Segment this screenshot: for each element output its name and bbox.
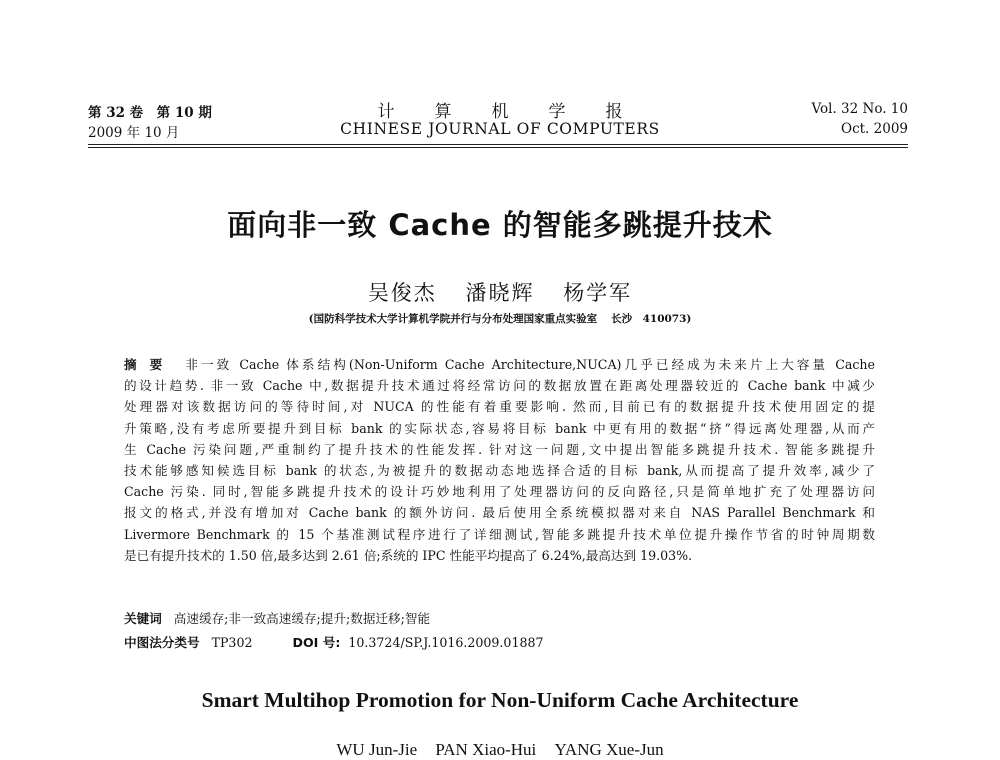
abstract-line: 升策略,没有考虑所要提升到目标 bank 的实际状态,容易将目标 bank 中更有用的数据“挤”得远离处理器,从而产 [124,420,875,436]
abstract-line: 是已有提升技术的 1.50 倍,最多达到 2.61 倍;系统的 IPC 性能平均提高了 6.24%,最高达到 19.03%. [124,547,693,563]
keywords-label: 关键词 [124,611,162,626]
abstract-line: Cache 污染. 同时,智能多跳提升技术的设计巧妙地利用了处理器访问的反向路径,只是简单地扩充了处理器访问 [124,484,875,500]
classification-label: 中图法分类号 [124,635,200,650]
publication-date-en: Oct. 2009 [841,121,908,137]
abstract-line: 处理器对该数据访问的等待时间,对 NUCA 的性能有着重要影响. 然而,目前已有的数据提升技术使用固定的提 [124,399,875,415]
abstract-line: Livermore Benchmark 的 15 个基准测试程序进行了详细测试,智能多跳提升技术单位提升操作节省的时钟周期数 [124,526,875,542]
author-en: WU Jun-Jie [336,740,418,759]
classification-value: TP302 [211,635,253,650]
author-cn: 潘晓辉 [465,281,535,305]
classification [124,632,544,651]
abstract [124,354,875,566]
abstract-line: 的设计趋势. 非一致 Cache 中,数据提升技术通过将经常访问的数据放置在距离处理器较近的 Cache bank 中减少 [124,378,875,394]
doi-value: 10.3724/SP.J.1016.2009.01887 [348,635,544,650]
authors-cn [0,277,1000,307]
header-rule-top [88,144,908,145]
author-en: YANG Xue-Jun [554,740,664,759]
journal-title-cn: 计算机学报 [377,102,663,122]
author-cn: 吴俊杰 [367,281,437,305]
doi-label: DOI 号: [292,635,341,650]
volume-issue: 第 32 卷 第 10 期 [88,105,212,121]
header-rule-bottom [88,147,908,148]
keywords [124,608,430,627]
abstract-line: 摘要 非一致 Cache 体系结构(Non-Uniform Cache Architecture,NUCA)几乎已经成为未来片上大容量 Cache [124,357,875,372]
keywords-text: 高速缓存;非一致高速缓存;提升;数据迁移;智能 [173,611,431,626]
paper-title-en: Smart Multihop Promotion for Non-Uniform Cache Architecture [201,688,799,712]
affiliation-institute: (国防科学技术大学计算机学院并行与分布处理国家重点实验室 [308,313,598,325]
author-cn: 杨学军 [563,281,633,305]
paper-title-cn: 面向非一致 Cache 的智能多跳提升技术 [227,208,773,242]
journal-title-en: CHINESE JOURNAL OF COMPUTERS [340,120,660,138]
authors-en [0,740,1000,760]
volume-number-en: Vol. 32 No. 10 [811,101,908,117]
abstract-line: 报文的格式,并没有增加对 Cache bank 的额外访问. 最后使用全系统模拟器对来自 NAS Parallel Benchmark 和 [124,505,875,521]
publication-date-cn: 2009 年 10 月 [88,125,180,141]
abstract-line: 生 Cache 污染问题,严重制约了提升技术的性能发挥. 针对这一问题,文中提出智能多跳提升技术. 智能多跳提升 [124,441,875,457]
doi [293,635,544,650]
author-en: PAN Xiao-Hui [435,740,537,759]
affiliation-cn [0,311,1000,326]
abstract-line: 技术能够感知候选目标 bank 的状态,为被提升的数据动态地选择合适的目标 bank,从而提高了提升效率,减少了 [124,463,875,479]
abstract-label: 摘要 [124,357,176,372]
affiliation-city: 长沙 410073) [611,313,692,325]
